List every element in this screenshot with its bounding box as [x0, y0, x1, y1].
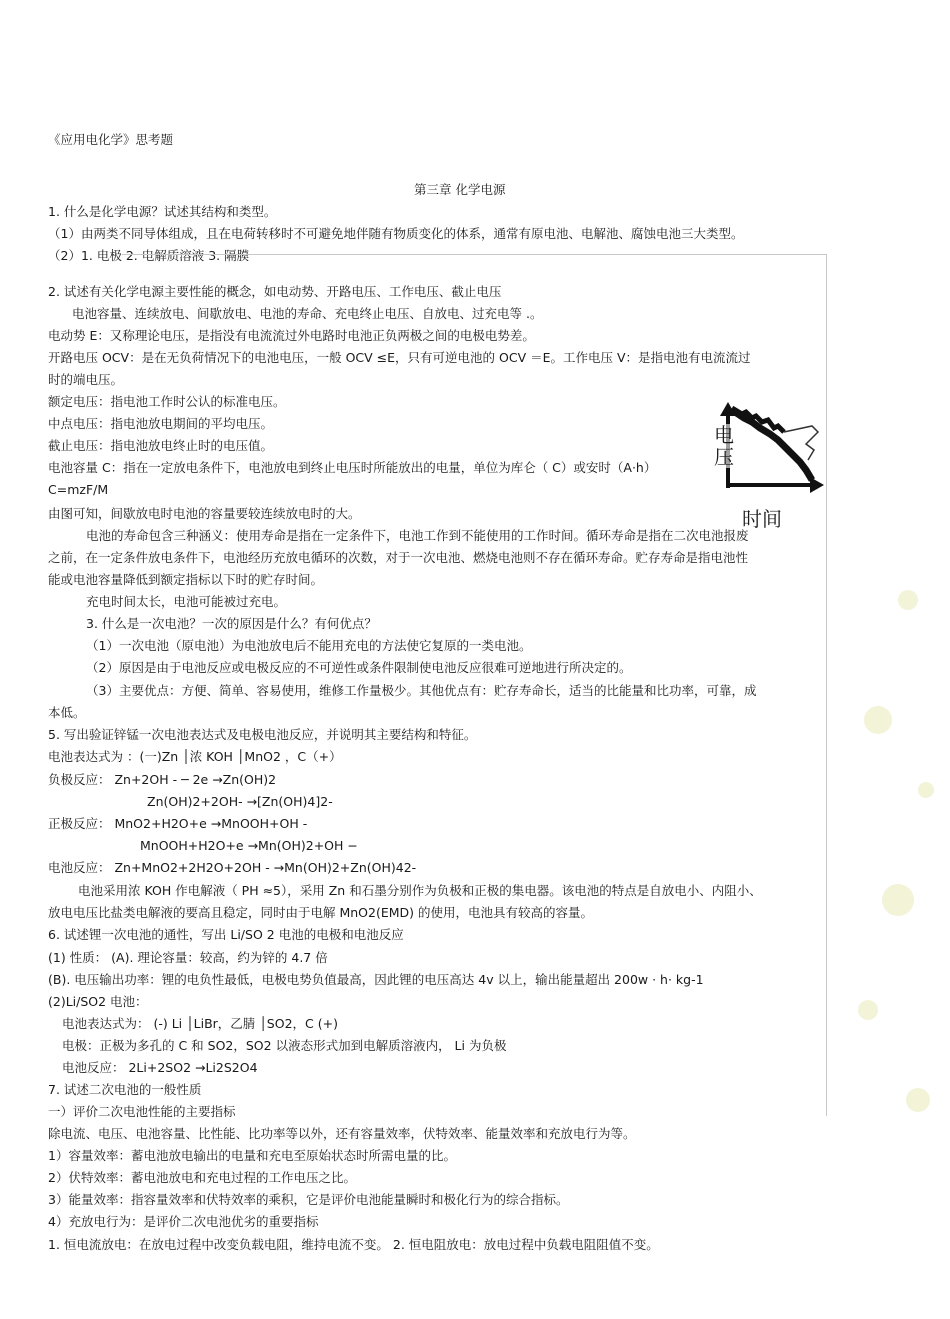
document-title: 《应用电化学》思考题: [48, 132, 174, 147]
text-line: C=mzF/M: [48, 482, 109, 497]
text-line: 一）评价二次电池性能的主要指标: [48, 1104, 236, 1119]
graph-x-axis-label: 时间: [742, 507, 782, 531]
text-line: 电池反应： 2Li+2SO2 →Li2S2O4: [62, 1060, 258, 1075]
text-line: 1. 恒电流放电：在放电过程中改变负载电阻，维持电流不变。 2. 恒电阻放电：放电过程中负载电阻阻值不变。: [48, 1237, 659, 1252]
text-line: 电池表达式为 ：(一)Zn │浓 KOH │MnO2 ，C（+）: [48, 749, 342, 764]
text-line: （3）主要优点：方便、简单、容易使用，维修工作量极少。其他优点有：贮存寿命长，适当的比能量和比功率，可靠，成: [86, 683, 757, 698]
text-line: （2）原因是由于电池反应或电极反应的不可逆性或条件限制使电池反应很难可逆地进行所决定的。: [86, 660, 632, 675]
text-line: 充电时间太长，电池可能被过充电。: [86, 594, 287, 609]
text-line: 电池容量 C：指在一定放电条件下，电池放电到终止电压时所能放出的电量，单位为库仑（ C）或安时（A·h）: [48, 460, 657, 475]
text-line: MnOOH+H2O+e →Mn(OH)2+OH −: [140, 838, 358, 853]
text-line: （2）1. 电极 2. 电解质溶液 3. 隔膜: [48, 248, 250, 263]
text-line: 电池的寿命包含三种涵义：使用寿命是指在一定条件下，电池工作到不能使用的工作时间。循环寿命是指在二次电池报废: [86, 528, 749, 543]
text-line: Zn(OH)2+2OH- →[Zn(OH)4]2-: [147, 794, 333, 809]
text-line: 6. 试述锂一次电池的通性，写出 Li/SO 2 电池的电极和电池反应: [48, 927, 404, 942]
page-frame-right-line: [826, 254, 827, 1116]
text-line: 截止电压：指电池放电终止时的电压值。: [48, 438, 274, 453]
text-line: 由图可知，间歇放电时电池的容量要较连续放电时的大。: [48, 506, 361, 521]
text-line: 电池表达式为： (-) Li │LiBr，乙腈 │SO2，C (+): [62, 1016, 338, 1031]
text-line: 额定电压：指电池工作时公认的标准电压。: [48, 394, 286, 409]
text-line: 正极反应： MnO2+H2O+e →MnOOH+OH -: [48, 816, 308, 831]
text-line: 负极反应： Zn+2OH - ─ 2e →Zn(OH)2: [48, 772, 277, 787]
text-line: 能或电池容量降低到额定指标以下时的贮存时间。: [48, 572, 324, 587]
text-line: (1) 性质： (A). 理论容量：较高，约为锌的 4.7 倍: [48, 950, 328, 965]
text-line: 电动势 E：又称理论电压，是指没有电流流过外电路时电池正负两极之间的电极电势差。: [48, 328, 535, 343]
text-line: 2）伏特效率：蓄电池放电和充电过程的工作电压之比。: [48, 1170, 356, 1185]
text-line: 电池容量、连续放电、间歇放电、电池的寿命、充电终止电压、自放电、过充电等 .。: [72, 306, 543, 321]
continuous-discharge-curve: [732, 410, 812, 480]
text-line: 之前，在一定条件放电条件下，电池经历充放电循环的次数，对于一次电池、燃烧电池则不存在循环寿命。贮存寿命是指电池性: [48, 550, 749, 565]
watermark-decoration: [838, 540, 950, 1180]
text-line: （1）由两类不同导体组成，且在电荷转移时不可避免地伴随有物质变化的体系，通常有原电池、电解池、腐蚀电池三大类型。: [48, 226, 744, 241]
text-line: 1）容量效率：蓄电池放电输出的电量和充电至原始状态时所需电量的比。: [48, 1148, 456, 1163]
graph-y-axis-label: 电压: [714, 423, 734, 469]
text-line: 除电流、电压、电池容量、比性能、比功率等以外，还有容量效率，伏特效率、能量效率和充放电行为等。: [48, 1126, 636, 1141]
text-line: 电极：正极为多孔的 C 和 SO2，SO2 以液态形式加到电解质溶液内， Li 为负极: [62, 1038, 507, 1053]
text-line: 电池采用浓 KOH 作电解液（ PH ≈5），采用 Zn 和石墨分别作为负极和正极的集电器。该电池的特点是自放电小、内阻小、: [78, 883, 762, 898]
text-line: 5. 写出验证锌锰一次电池表达式及电极电池反应，并说明其主要结构和特征。: [48, 727, 477, 742]
text-line: 3. 什么是一次电池？一次的原因是什么？有何优点？: [86, 616, 377, 631]
text-line: 7. 试述二次电池的一般性质: [48, 1082, 202, 1097]
text-line: （1）一次电池（原电池）为电池放电后不能用充电的方法使它复原的一类电池。: [86, 638, 532, 653]
text-line: 1. 什么是化学电源？试述其结构和类型。: [48, 204, 277, 219]
text-line: (2)Li/SO2 电池：: [48, 994, 148, 1009]
chapter-heading: 第三章 化学电源: [414, 182, 506, 197]
text-line: 中点电压：指电池放电期间的平均电压。: [48, 416, 274, 431]
text-line: 放电电压比盐类电解液的要高且稳定，同时由于电解 MnO2(EMD) 的使用，电池具有较高的容量。: [48, 905, 594, 920]
text-line: (B). 电压输出功率：锂的电负性最低，电极电势负值最高，因此锂的电压高达 4v 以上，输出能量超出 200w · h· kg-1: [48, 972, 704, 987]
text-line: 2. 试述有关化学电源主要性能的概念，如电动势、开路电压、工作电压、截止电压: [48, 284, 502, 299]
text-line: 电池反应： Zn+MnO2+2H2O+2OH - →Mn(OH)2+Zn(OH)42-: [48, 860, 417, 875]
text-line: 时的端电压。: [48, 372, 124, 387]
text-line: 开路电压 OCV：是在无负荷情况下的电池电压，一般 OCV ≤E，只有可逆电池的 OCV ＝E。工作电压 V：是指电池有电流流过: [48, 350, 751, 365]
text-line: 4）充放电行为：是评价二次电池优劣的重要指标: [48, 1214, 319, 1229]
text-line: 3）能量效率：指容量效率和伏特效率的乘积，它是评价电池能量瞬时和极化行为的综合指标。: [48, 1192, 569, 1207]
text-line: 本低。: [48, 705, 86, 720]
page-frame-top-line: [122, 254, 826, 255]
